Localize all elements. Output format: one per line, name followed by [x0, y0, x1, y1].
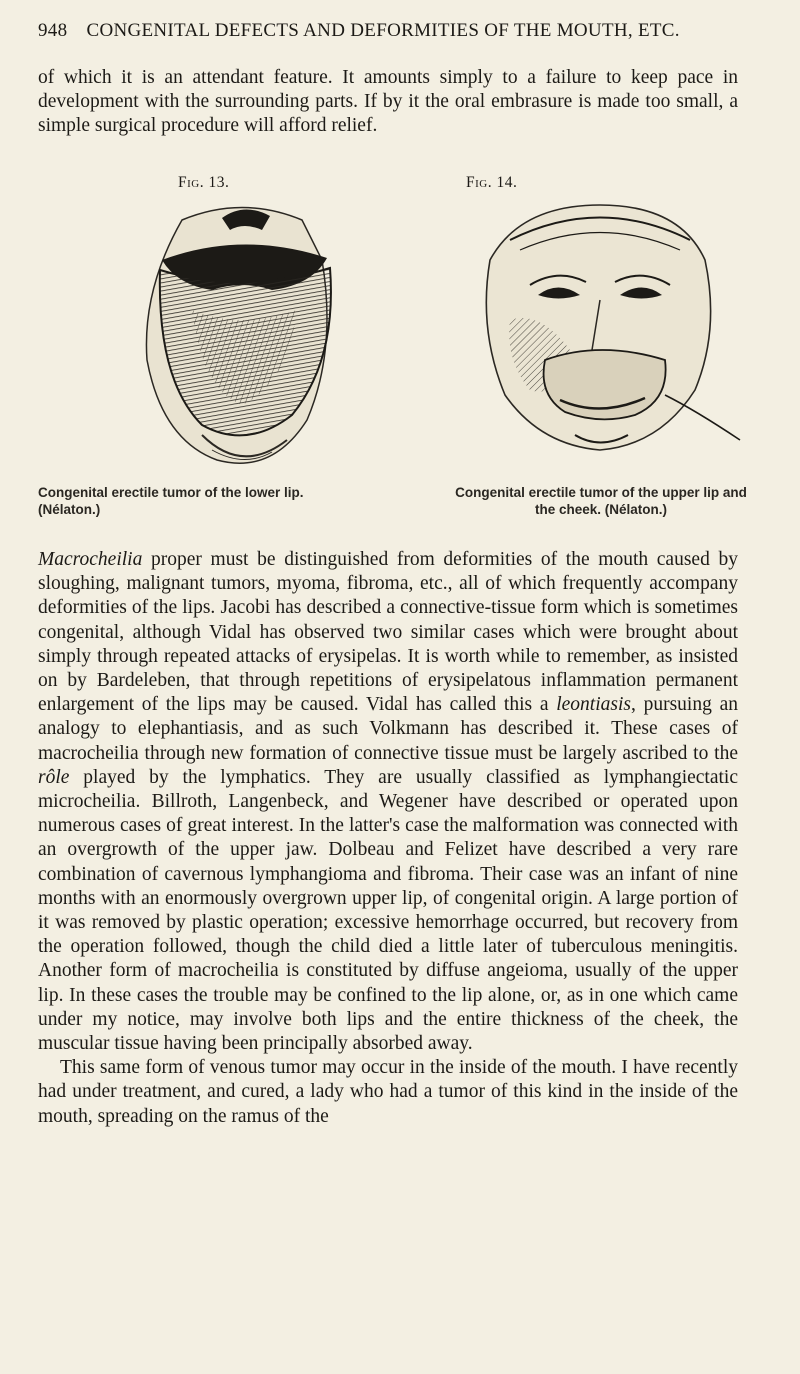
- figure-14-illustration: [450, 200, 750, 480]
- chapter-title: CONGENITAL DEFECTS AND DEFORMITIES OF THE MOUTH, ETC.: [86, 20, 680, 41]
- main-text-2: , pursuing an analogy to elephantiasis, and as such Volkmann has described it. These cases of macrocheilia through new formation of connective tissue must be largely ascribed to the: [38, 694, 738, 764]
- term-macrocheilia: Macrocheilia: [38, 549, 143, 570]
- term-leontiasis: leontiasis: [556, 694, 631, 716]
- main-paragraph: [38, 548, 738, 1129]
- main-text-3: played by the lymphatics. They are usually classified as lymphangiectatic microcheilia. Billroth, Langenbeck, and Wegener have described or operated upon numerous cases of great interest. In the latter's case the malformation was connected with an overgrowth of the upper jaw. Dolbeau and Felizet have described a very rare combination of cavernous lymphangioma and fibroma. Their case was an infant of nine months with an enormously overgrown upper lip, of congenital origin. A large portion of it was removed by plastic operation; excessive hemorrhage occurred, but recovery from the operation followed, though the child died a little later of tuberculous meningitis. Another form of macrocheilia is constituted by diffuse angeioma, usually of the upper lip. In these cases the trouble may be confined to the lip alone, or, as in one which came under my notice, may involve both lips and the entire thickness of the cheek, the muscular tissue having been principally absorbed away.: [38, 766, 738, 1055]
- figure-13-label: Fig. 13.: [178, 174, 230, 191]
- term-role: rôle: [38, 766, 70, 788]
- figure-14-caption: Congenital erectile tumor of the upper lip and the cheek. (Nélaton.): [455, 485, 747, 517]
- running-head: [38, 20, 738, 42]
- main-text-1: proper must be distinguished from deformities of the mouth caused by sloughing, malignant tumors, myoma, fibroma, etc., all of which frequently accompany deformities of the lips. Jacobi has described a connective-tissue form which is sometimes congenital, although Vidal has observed two similar cases which were brought about simply through repeated attacks of erysipelas. It is worth while to remember, as insisted on by Bardeleben, that through repetitions of erysipelatous inflammation permanent enlargement of the lips may be caused. Vidal has called this a: [38, 549, 738, 716]
- main-text-4: This same form of venous tumor may occur in the inside of the mouth. I have recently had under treatment, and cured, a lady who had a tumor of this kind in the inside of the mouth, spreading on the ramus of the: [38, 1057, 738, 1127]
- page-number: 948: [38, 20, 68, 41]
- intro-paragraph: of which it is an attendant feature. It amounts simply to a failure to keep pace in development with the surrounding parts. If by it the oral embrasure is made too small, a simple surgical procedure will afford relief.: [38, 67, 738, 137]
- figure-14-label: Fig. 14.: [466, 174, 518, 191]
- figure-13-illustration: [122, 200, 362, 480]
- figure-13-caption: Congenital erectile tumor of the lower lip. (Nélaton.): [38, 485, 304, 517]
